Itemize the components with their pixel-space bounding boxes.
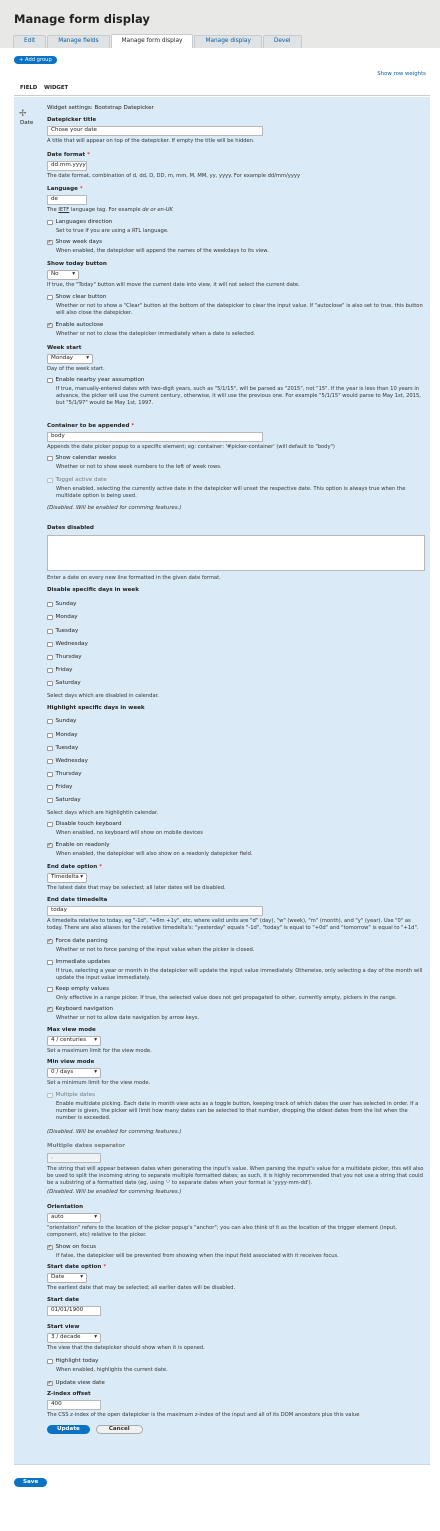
end-date-option-desc: The latest date that may be selected; all later dates will be disabled. <box>47 885 226 891</box>
disabled-note: (Disabled. Will be enabled for comming features.) <box>47 505 182 511</box>
show-today-button-select[interactable]: No ▾ <box>47 270 79 280</box>
date-format-input[interactable]: dd.mm.yyyy <box>47 161 87 171</box>
min-view-mode-desc: Set a minimum limit for the view mode. <box>47 1080 151 1086</box>
disable-day-friday[interactable]: Friday <box>47 667 425 674</box>
field-label: Date <box>20 120 34 126</box>
multiple-dates-desc: Enable multidate picking. Each date in month view acts as a toggle button, keeping track of which dates the user has selected in order. If a number is given, the picker will limit how many dates can be selected to that number, dropping the oldest dates from the list when the number is exceeded. <box>56 1101 419 1121</box>
checkbox-box[interactable] <box>47 456 53 462</box>
table-row <box>14 97 430 1465</box>
show-calendar-weeks-checkbox[interactable]: Show calendar weeks <box>47 455 425 462</box>
highlight-today-desc: When enabled, highlights the current date. <box>56 1367 168 1373</box>
checkbox-box[interactable]: ✓ <box>47 1380 52 1387</box>
week-start-label: Week start <box>47 345 82 351</box>
disable-days-desc: Select days which are disabled in calendar. <box>47 693 159 699</box>
language-label: Language <box>47 186 78 192</box>
datepicker-title-input[interactable]: Chose your date <box>47 126 263 136</box>
start-date-option-desc: The earliest date that may be selected; all earlier dates will be disabled. <box>47 1285 236 1291</box>
chevron-down-icon: ▾ <box>94 1037 97 1044</box>
show-clear-button-checkbox[interactable]: Show clear button <box>47 294 425 301</box>
start-date-label: Start date <box>47 1297 80 1303</box>
start-date-input[interactable]: 01/01/1900 <box>47 1306 101 1316</box>
min-view-mode-select[interactable]: 0 / days ▾ <box>47 1068 101 1078</box>
disable-day-tuesday[interactable]: Tuesday <box>47 628 425 635</box>
chevron-down-icon: ▾ <box>80 874 83 881</box>
show-week-days-checkbox[interactable]: ✓ Show week days <box>47 239 103 246</box>
checkbox-box <box>47 478 53 484</box>
end-date-option-select[interactable]: Timedelta ▾ <box>47 873 87 883</box>
end-date-timedelta-input[interactable]: today <box>47 906 263 916</box>
show-row-weights-link[interactable]: Show row weights <box>377 71 426 77</box>
highlight-day-sunday[interactable]: Sunday <box>47 718 425 725</box>
language-desc: The IETF language tag. For example de or en-UK <box>47 207 173 213</box>
tab-manage-fields[interactable]: Manage fields <box>47 35 109 48</box>
tab-manage-form-display[interactable]: Manage form display <box>111 34 194 48</box>
disable-day-saturday[interactable]: Saturday <box>47 680 425 687</box>
toggle-active-checkbox: Toggel active date <box>47 477 425 484</box>
checkbox-box[interactable] <box>47 1359 53 1365</box>
datepicker-title-desc: A title that will appear on top of the datepicker. If empty the title will be hidden. <box>47 138 255 144</box>
enable-readonly-checkbox[interactable]: ✓ Enable on readonly <box>47 842 110 849</box>
date-format-label: Date format <box>47 152 86 158</box>
datepicker-title-label: Datepicker title <box>47 117 97 123</box>
dates-disabled-label: Dates disabled <box>47 525 94 531</box>
highlight-day-wednesday[interactable]: Wednesday <box>47 758 425 765</box>
highlight-day-monday[interactable]: Monday <box>47 732 425 739</box>
start-date-option-select[interactable]: Date ▾ <box>47 1273 87 1283</box>
force-parsing-checkbox[interactable]: ✓ Force date parcing <box>47 938 108 945</box>
checkbox-box[interactable] <box>47 378 53 384</box>
keep-empty-desc: Only effective in a range picker. If true, the selected value does not get propagated to other, currently empty, pickers in the range. <box>56 995 397 1001</box>
checkbox-box[interactable]: ✓ <box>47 322 52 329</box>
widget-settings-heading: Widget settings: Bootstrap Datepicker <box>47 105 154 111</box>
language-input[interactable]: de <box>47 195 87 205</box>
show-today-button-label: Show today button <box>47 261 107 267</box>
week-start-select[interactable]: Monday ▾ <box>47 354 93 364</box>
checkbox-box[interactable] <box>47 822 53 828</box>
page-header <box>0 0 440 48</box>
min-view-mode-label: Min view mode <box>47 1059 95 1065</box>
disable-days-label: Disable specific days in week <box>47 587 139 593</box>
dates-disabled-desc: Enter a date on every new line formatted in the given date format. <box>47 575 221 581</box>
checkbox-box[interactable] <box>47 960 53 966</box>
tab-devel[interactable]: Devel <box>263 35 302 48</box>
page-title: Manage form display <box>14 12 150 26</box>
dates-disabled-textarea[interactable] <box>47 535 425 571</box>
end-date-option-label: End date option <box>47 864 98 870</box>
checkbox-box[interactable] <box>47 987 53 993</box>
z-index-label: Z-index offset <box>47 1391 91 1397</box>
checkbox-box[interactable]: ✓ <box>47 938 52 945</box>
multiple-sep-input: , <box>47 1153 101 1163</box>
nearby-year-desc: If true, manually-entered dates with two-digit years, such as "5/1/15", will be parsed as "2015", not "15". If the year is less than 10 years in advance, the picker will use the current century, otherwise, it will use the previous one. For example "5/1/15" would parse to May 1st, 2015, but "5/1/97" would be May 1st, 1997. <box>56 386 421 406</box>
disabled-note: (Disabled. Will be enabled for comming features.) <box>47 1129 182 1135</box>
drag-handle-icon[interactable]: ✢ <box>19 109 27 119</box>
languages-direction-desc: Set to true if you are using a RTL language. <box>56 228 169 234</box>
nearby-year-checkbox[interactable]: Enable nearby year assumption <box>47 377 425 384</box>
highlight-days-label: Highlight specific days in week <box>47 705 145 711</box>
z-index-input[interactable]: 400 <box>47 1400 101 1410</box>
tab-manage-display[interactable]: Manage display <box>194 35 261 48</box>
disable-day-thursday[interactable]: Thursday <box>47 654 425 661</box>
checkbox-box[interactable] <box>47 295 53 301</box>
container-desc: Appends the date picker popup to a specific element; eg: container: '#picker-container' (will default to "body") <box>47 444 335 450</box>
max-view-mode-label: Max view mode <box>47 1027 96 1033</box>
end-date-timedelta-desc: A timedelta relative to today, eg "-1d", "+6m +1y", etc, where valid units are "d" (day), "w" (week), "m" (month), and "y" (year). Use "0" as today. There are also aliases for the relative timedelta's: "yesterday" equals "-1d", "today" is equal to "+0d" and "tomorrow" is equal to "+1d". <box>47 918 419 931</box>
chevron-down-icon: ▾ <box>80 1274 83 1281</box>
cancel-button[interactable]: Cancel <box>96 1425 143 1434</box>
keep-empty-checkbox[interactable]: Keep empty values <box>47 986 425 993</box>
required-marker: * <box>99 864 103 870</box>
required-marker: * <box>103 1264 107 1270</box>
start-view-label: Start view <box>47 1324 80 1330</box>
tab-bar <box>13 35 302 48</box>
checkbox-box[interactable]: ✓ <box>47 842 52 849</box>
column-widget: WIDGET <box>44 84 69 91</box>
chevron-down-icon: ▾ <box>94 1069 97 1076</box>
checkbox-box <box>47 1093 53 1099</box>
multiple-sep-label: Multiple dates separator <box>47 1143 125 1149</box>
languages-direction-checkbox[interactable]: Languages direction <box>47 219 425 226</box>
keyboard-nav-checkbox[interactable]: ✓ Keyboard navigation <box>47 1006 114 1013</box>
multiple-sep-desc: The string that will appear between dates when generating the input's value. When parsing the input's value for a multidate picker, this will also be used to split the incoming string to separate multiple formatted dates; as such, it is highly recommended that you not use a string that could be a substring of a formatted date (eg, using '-' to separate dates when your format is 'yyyy-mm-dd'). <box>47 1166 424 1186</box>
highlight-day-saturday[interactable]: Saturday <box>47 797 425 804</box>
orientation-desc: "orientation" refers to the location of the picker popup's "anchor"; you can also think of it as the location of the trigger element (input, component, etc) relative to the picker. <box>47 1225 397 1238</box>
save-button[interactable]: Save <box>14 1478 47 1487</box>
show-on-focus-checkbox[interactable]: ✓ Show on focus <box>47 1244 97 1251</box>
chevron-down-icon: ▾ <box>94 1334 97 1341</box>
disable-day-sunday[interactable]: Sunday <box>47 601 425 608</box>
required-marker: * <box>79 186 83 192</box>
chevron-down-icon: ▾ <box>94 1214 97 1221</box>
add-group-button[interactable]: + Add group <box>14 56 57 64</box>
start-date-option-label: Start date option <box>47 1264 102 1270</box>
date-format-desc: The date format, combination of d, dd, D, DD, m, mm, M, MM, yy, yyyy. For example dd/mm/yyyy <box>47 173 301 179</box>
start-view-desc: The view that the datepicker should show when it is opened. <box>47 1345 205 1351</box>
enable-autoclose-desc: Whether or not to close the datepicker immediately when a date is selected. <box>56 331 256 337</box>
enable-autoclose-checkbox[interactable]: ✓ Enable autoclose <box>47 322 104 329</box>
disable-day-monday[interactable]: Monday <box>47 614 425 621</box>
highlight-day-friday[interactable]: Friday <box>47 784 425 791</box>
max-view-mode-desc: Set a maximum limit for the view mode. <box>47 1048 152 1054</box>
orientation-select[interactable]: auto ▾ <box>47 1213 101 1223</box>
show-on-focus-desc: If false, the datepicker will be prevented from showing when the input field associated with it receives focus. <box>56 1253 339 1259</box>
highlight-today-checkbox[interactable]: Highlight today <box>47 1358 425 1365</box>
immediate-updates-desc: If true, selecting a year or month in the datepicker will update the input value immediately. Otherwise, only selecting a day of the month will update the input value immediately. <box>56 968 423 981</box>
tab-edit[interactable]: Edit <box>13 35 46 48</box>
chevron-down-icon: ▾ <box>72 271 75 278</box>
show-calendar-weeks-desc: Whether or not to show week numbers to the left of week rows. <box>56 464 222 470</box>
week-start-desc: Day of the week start. <box>47 366 105 372</box>
update-view-date-checkbox[interactable]: ✓ Update view date <box>47 1380 105 1387</box>
container-label: Container to be appended <box>47 423 130 429</box>
checkbox-box[interactable]: ✓ <box>47 1006 52 1013</box>
show-today-button-desc: If true, the "Today" button will move the current date into view, it will not select the current date. <box>47 282 300 288</box>
required-marker: * <box>87 152 90 158</box>
end-date-timedelta-label: End date timedelta <box>47 897 108 903</box>
enable-readonly-desc: When enabled, the datepicker will also show on a readonly datepicker field. <box>56 851 253 857</box>
table-header <box>14 82 430 96</box>
immediate-updates-checkbox[interactable]: Immediate updates <box>47 959 425 966</box>
keyboard-nav-desc: Whether or not to allow date navigation by arrow keys. <box>56 1015 200 1021</box>
checkbox-box[interactable]: ✓ <box>47 1244 52 1251</box>
disable-day-wednesday[interactable]: Wednesday <box>47 641 425 648</box>
force-parsing-desc: Whether or not to force parsing of the input value when the picker is closed. <box>56 947 255 953</box>
highlight-day-tuesday[interactable]: Tuesday <box>47 745 425 752</box>
start-view-select[interactable]: 3 / decade ▾ <box>47 1333 101 1343</box>
disable-touch-desc: When enabled, no keyboard will show on mobile devices <box>56 830 203 836</box>
chevron-down-icon: ▾ <box>86 355 89 362</box>
show-week-days-desc: When enabled, the datepicker will append the names of the weekdays to its view. <box>56 248 269 254</box>
required-marker: * <box>131 423 135 429</box>
highlight-day-thursday[interactable]: Thursday <box>47 771 425 778</box>
z-index-desc: The CSS z-index of the open datepicker is the maximum z-index of the input and all of its DOM ancestors plus this value <box>47 1412 360 1418</box>
checkbox-box[interactable]: ✓ <box>47 239 52 246</box>
multiple-dates-checkbox: Multiple dates <box>47 1092 425 1099</box>
checkbox-box[interactable] <box>47 220 53 226</box>
disable-touch-checkbox[interactable]: Disable touch keyboard <box>47 821 425 828</box>
show-clear-button-desc: Whether or not to show a "Clear" button at the bottom of the datepicker to clear the input value. If "autoclose" is also set to true, this button will also close the datepicker. <box>56 303 423 316</box>
toggle-active-desc: When enabled, selecting the currently active date in the datepicker will unset the respective date. This option is always true when the multidate option is being used. <box>56 486 406 499</box>
disabled-note: (Disabled. Will be enabled for comming features.) <box>47 1189 182 1195</box>
update-button[interactable]: Update <box>47 1425 90 1434</box>
column-field: FIELD <box>20 84 38 91</box>
orientation-label: Orientation <box>47 1204 84 1210</box>
max-view-mode-select[interactable]: 4 / centuries ▾ <box>47 1036 101 1046</box>
container-input[interactable]: body <box>47 432 263 442</box>
highlight-days-desc: Select days which are highlightin calendar. <box>47 810 159 816</box>
